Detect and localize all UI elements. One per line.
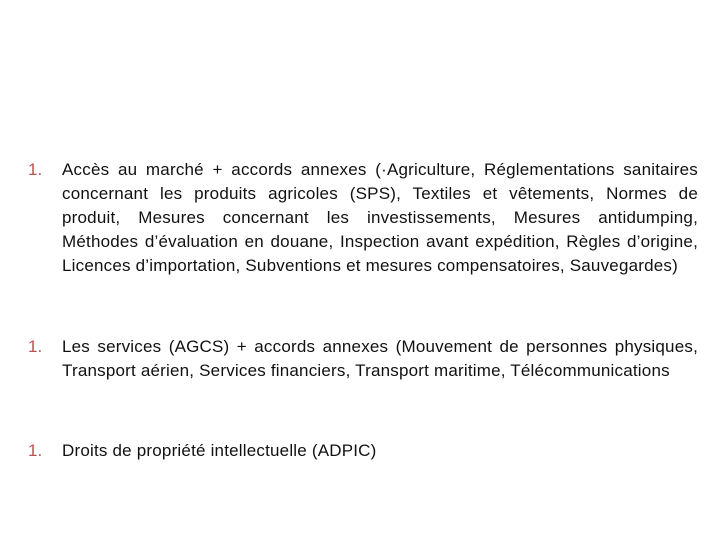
list-item-text: Les services (AGCS) + accords annexes (Mouvement de personnes physiques, Transport aérien, Services financiers, Transport maritime, Télécommunications (62, 337, 698, 380)
list-number: 1. (28, 160, 43, 179)
list-item-text: Accès au marché + accords annexes (·Agriculture, Réglementations sanitaires concernant les produits agricoles (SPS), Textiles et vêtements, Normes de produit, Mesures concernant les investissements, Mesures antidumping, Méthodes d’évaluation en douane, Inspection avant expédition, Règles d’origine, Licences d’importation, Subventions et mesures compensatoires, Sauvegardes) (62, 160, 698, 275)
list-number: 1. (28, 337, 43, 356)
list-item-text: Droits de propriété intellectuelle (ADPIC) (62, 441, 377, 460)
list-item-services (28, 335, 698, 383)
list-item-market-access (28, 158, 698, 278)
list-number: 1. (28, 441, 43, 460)
list-item-ip-rights (28, 439, 698, 463)
